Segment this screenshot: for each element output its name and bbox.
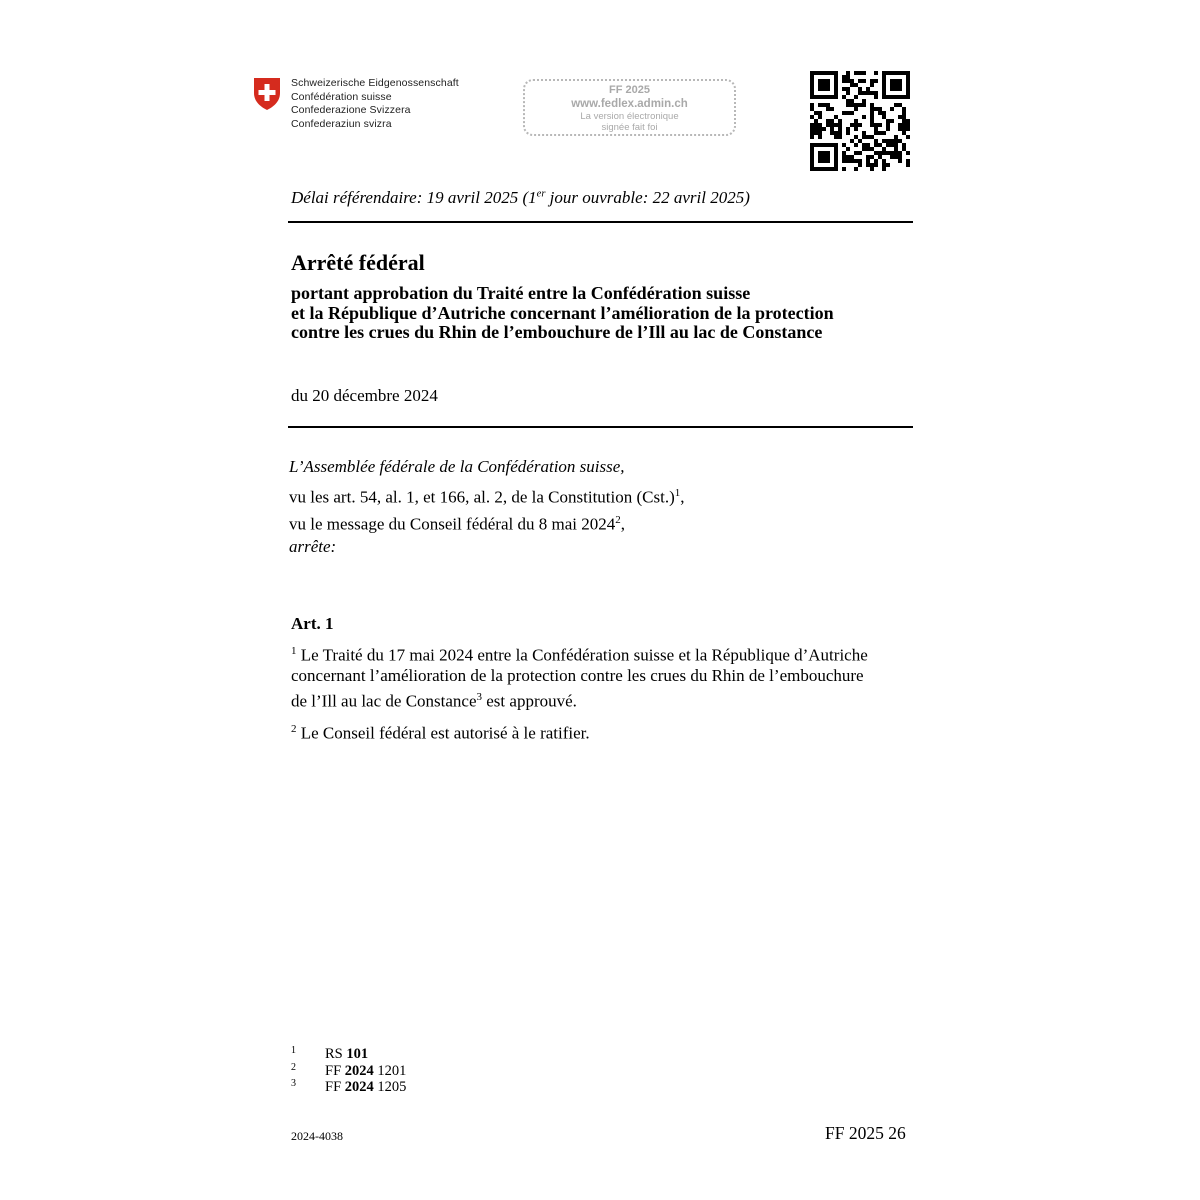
paragraph-1-line: concernant l’amélioration de la protection contre les crues du Rhin de l’embouchure [291, 666, 864, 686]
message-line: vu le message du Conseil fédéral du 8 mai 2024$^2$, [289, 513, 625, 534]
confederation-names [291, 77, 459, 131]
paragraph-1-line: de l’Ill au lac de Constance$^3$ est approuvé. [291, 690, 577, 711]
stamp-note-1: La version électronique [580, 111, 679, 122]
paragraph-1-line: $^1$ Le Traité du 17 mai 2024 entre la Confédération suisse et la République d’Autriche [291, 645, 868, 665]
article-heading: Art. 1 [291, 614, 334, 633]
subtitle-line: portant approbation du Traité entre la Confédération suisse [291, 283, 751, 303]
footnote-ref-2[interactable]: 2 [615, 513, 621, 526]
subtitle-line: contre les crues du Rhin de l’embouchure de l’Ill au lac de Constance [291, 322, 823, 342]
confederation-name-it: Confederazione Svizzera [291, 104, 411, 116]
referendum-text-end: jour ouvrable: 22 avril 2025) [545, 188, 750, 207]
confederation-name-rm: Confederaziun svizra [291, 117, 392, 130]
document-subtitle [291, 284, 834, 343]
subtitle-line: et la République d’Autriche concernant l’amélioration de la protection [291, 302, 834, 323]
footnote-ref-3[interactable]: 3 [476, 690, 483, 703]
legal-basis-line: vu les art. 54, al. 1, et 166, al. 2, de la Constitution $(Cst.)^1$, [289, 486, 685, 507]
stamp-ff: FF 2025 [609, 84, 650, 96]
paragraph-number: 1 [291, 645, 297, 657]
confederation-name-de: Schweizerische Eidgenossenschaft [291, 77, 459, 89]
referendum-deadline [291, 188, 750, 208]
document-number: 2024-4038 [291, 1129, 343, 1143]
qr-code-icon [810, 71, 910, 171]
paragraph-number: 2 [291, 722, 297, 735]
document-title: Arrêté fédéral [291, 250, 425, 275]
referendum-text: Délai référendaire: 19 avril 2025 (1 [291, 188, 537, 207]
paragraph-2: $^2$ Le Conseil fédéral est autorisé à le ratifier. [291, 722, 590, 743]
stamp-note-2: signée fait foi [601, 122, 658, 133]
footnote-number: 2 [291, 1061, 296, 1073]
stamp-url: www.fedlex.admin.ch [571, 98, 688, 110]
footnote-number: 3 [291, 1078, 296, 1089]
divider-middle [288, 426, 913, 428]
electronic-version-stamp [523, 79, 736, 136]
confederation-name-fr: Confédération suisse [291, 90, 392, 103]
referendum-sup: er [536, 188, 546, 200]
page-reference: FF 2025 26 [825, 1123, 906, 1143]
swiss-crest-icon [253, 77, 281, 111]
decree-line: arrête: [289, 536, 337, 556]
footnote-ref-1[interactable]: 1 [674, 486, 681, 499]
article-body [291, 641, 916, 744]
document-date: du 20 décembre 2024 [291, 386, 438, 405]
footnote-number: 1 [291, 1045, 296, 1056]
divider-top [288, 221, 913, 223]
assembly-line: L’Assemblée fédérale de la Confédération suisse, [289, 457, 625, 476]
preamble [289, 456, 685, 558]
document-page: Schweizerische Eidgenossenschaft Confédération suisse Confederazione Svizzera Confederaziun svizra FF 2025 www.fedlex.admin.ch La version électronique signée fait foi Délai référendaire: 19 avril 2025 (1er jour ouvrable: 22 avril 2025) Arrêté fédéral portant approbation du Traité entre la Confédération suisse et la République d’Autriche concernant l’amélioration de la protection contre les crues du Rhin de l’embouchure de l’Ill au lac de Constance du 20 décembre 2024 L’Assemblée fédérale de la Confédération suisse, vu les art. 54, al. 1, et 166, al. 2, de la Constitution $(Cst.)^1$, vu le message du Conseil fédéral du 8 mai 2024$^2$, arrête: Art. 1 $^1$ Le Traité du 17 mai 2024 entre la Confédération suisse et la République d’Autriche concernant l’amélioration de la protection contre les crues du Rhin de l’embouchure de l’Ill au lac de Constance$^3$ est approuvé. $^2$ Le Conseil fédéral est autorisé à le ratifier. 1 RS 101 2 FF 2024 1201 3 FF 2024 1205 2024-4038 FF 2025 26 [0, 0, 1200, 1200]
